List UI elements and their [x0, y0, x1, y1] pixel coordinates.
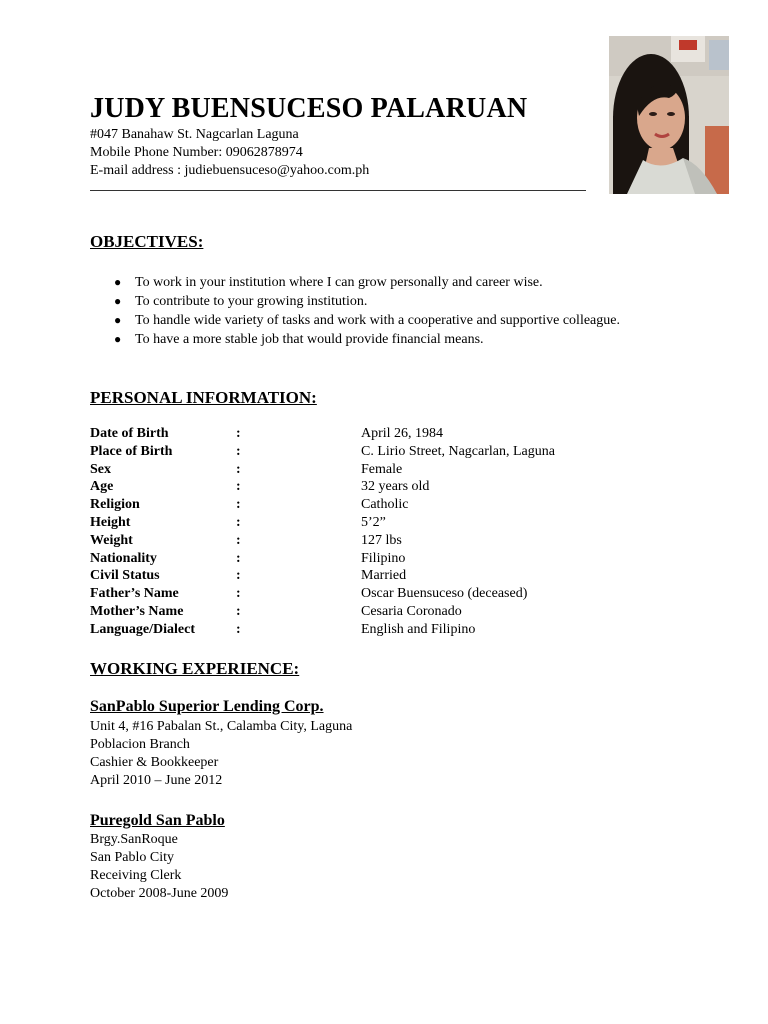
info-colon: :: [236, 461, 241, 477]
info-colon: :: [236, 550, 241, 566]
objectives-heading: OBJECTIVES:: [90, 232, 204, 251]
applicant-name: JUDY BUENSUCESO PALARUAN: [90, 93, 528, 124]
info-label: Age: [90, 479, 114, 495]
job-detail: Poblacion Branch: [90, 737, 190, 752]
experience-heading: WORKING EXPERIENCE:: [90, 659, 300, 678]
info-value: Cesaria Coronado: [361, 603, 462, 619]
info-value: 5’2”: [361, 514, 386, 530]
info-colon: :: [236, 426, 241, 441]
list-item: [90, 311, 620, 330]
company-name: Puregold San Pablo: [90, 812, 225, 829]
info-value: Married: [361, 568, 407, 584]
info-value: April 26, 1984: [361, 426, 444, 441]
personal-info-heading: PERSONAL INFORMATION:: [90, 388, 317, 407]
info-colon: :: [236, 479, 241, 495]
phone-line: Mobile Phone Number: 09062878974: [90, 145, 303, 160]
info-colon: :: [236, 532, 241, 548]
list-item: [90, 273, 620, 292]
job-detail: San Pablo City: [90, 850, 175, 865]
info-value: Catholic: [361, 497, 409, 513]
list-item: [90, 292, 620, 311]
address-line: #047 Banahaw St. Nagcarlan Laguna: [90, 127, 299, 142]
info-value: 32 years old: [361, 479, 430, 495]
applicant-photo: [609, 36, 729, 194]
info-label: Language/Dialect: [90, 621, 195, 637]
bullet-icon: ●: [114, 313, 122, 327]
info-value: Filipino: [361, 550, 406, 566]
info-row: [90, 461, 610, 479]
info-row: [90, 603, 610, 621]
info-label: Sex: [90, 461, 111, 477]
info-label: Father’s Name: [90, 586, 179, 602]
info-value: Female: [361, 461, 403, 477]
info-row: [90, 514, 610, 532]
objective-text: To have a more stable job that would provide financial means.: [135, 332, 484, 347]
info-colon: :: [236, 514, 241, 530]
job-detail: Receiving Clerk: [90, 868, 182, 883]
info-value: C. Lirio Street, Nagcarlan, Laguna: [361, 443, 555, 459]
bullet-icon: ●: [114, 275, 122, 289]
info-row: [90, 585, 610, 603]
info-colon: :: [236, 568, 241, 584]
info-colon: :: [236, 621, 241, 637]
bullet-icon: ●: [114, 294, 122, 308]
email-line: E-mail address : judiebuensuceso@yahoo.com.ph: [90, 163, 370, 178]
header-divider: [90, 190, 586, 191]
info-label: Religion: [90, 497, 140, 513]
info-colon: :: [236, 497, 241, 513]
info-label: Weight: [90, 532, 133, 548]
info-row: [90, 496, 610, 514]
info-label: Place of Birth: [90, 443, 173, 459]
bullet-icon: ●: [114, 332, 122, 346]
objective-text: To work in your institution where I can grow personally and career wise.: [135, 275, 543, 290]
info-row: [90, 443, 610, 461]
info-label: Height: [90, 514, 131, 530]
job-detail: April 2010 – June 2012: [90, 773, 223, 788]
objectives-list: [90, 273, 620, 349]
info-colon: :: [236, 603, 241, 619]
company-name: SanPablo Superior Lending Corp.: [90, 698, 324, 715]
info-label: Mother’s Name: [90, 603, 184, 619]
objective-text: To contribute to your growing institution.: [135, 294, 368, 309]
info-label: Nationality: [90, 550, 157, 566]
objective-text: To handle wide variety of tasks and work with a cooperative and supportive colleague.: [135, 313, 620, 328]
info-row: [90, 478, 610, 496]
list-item: [90, 330, 620, 349]
info-colon: :: [236, 586, 241, 602]
info-label: Date of Birth: [90, 426, 169, 441]
info-row: [90, 621, 610, 639]
info-value: Oscar Buensuceso (deceased): [361, 586, 528, 602]
personal-info-table: [90, 425, 610, 639]
job-detail: Unit 4, #16 Pabalan St., Calamba City, Laguna: [90, 719, 353, 734]
info-value: 127 lbs: [361, 532, 402, 548]
info-row: [90, 532, 610, 550]
info-row: [90, 550, 610, 568]
info-row: [90, 425, 610, 443]
job-detail: October 2008-June 2009: [90, 886, 229, 901]
info-value: English and Filipino: [361, 621, 476, 637]
info-colon: :: [236, 443, 241, 459]
info-row: [90, 567, 610, 585]
info-label: Civil Status: [90, 568, 160, 584]
job-detail: Brgy.SanRoque: [90, 832, 178, 847]
job-detail: Cashier & Bookkeeper: [90, 755, 219, 770]
